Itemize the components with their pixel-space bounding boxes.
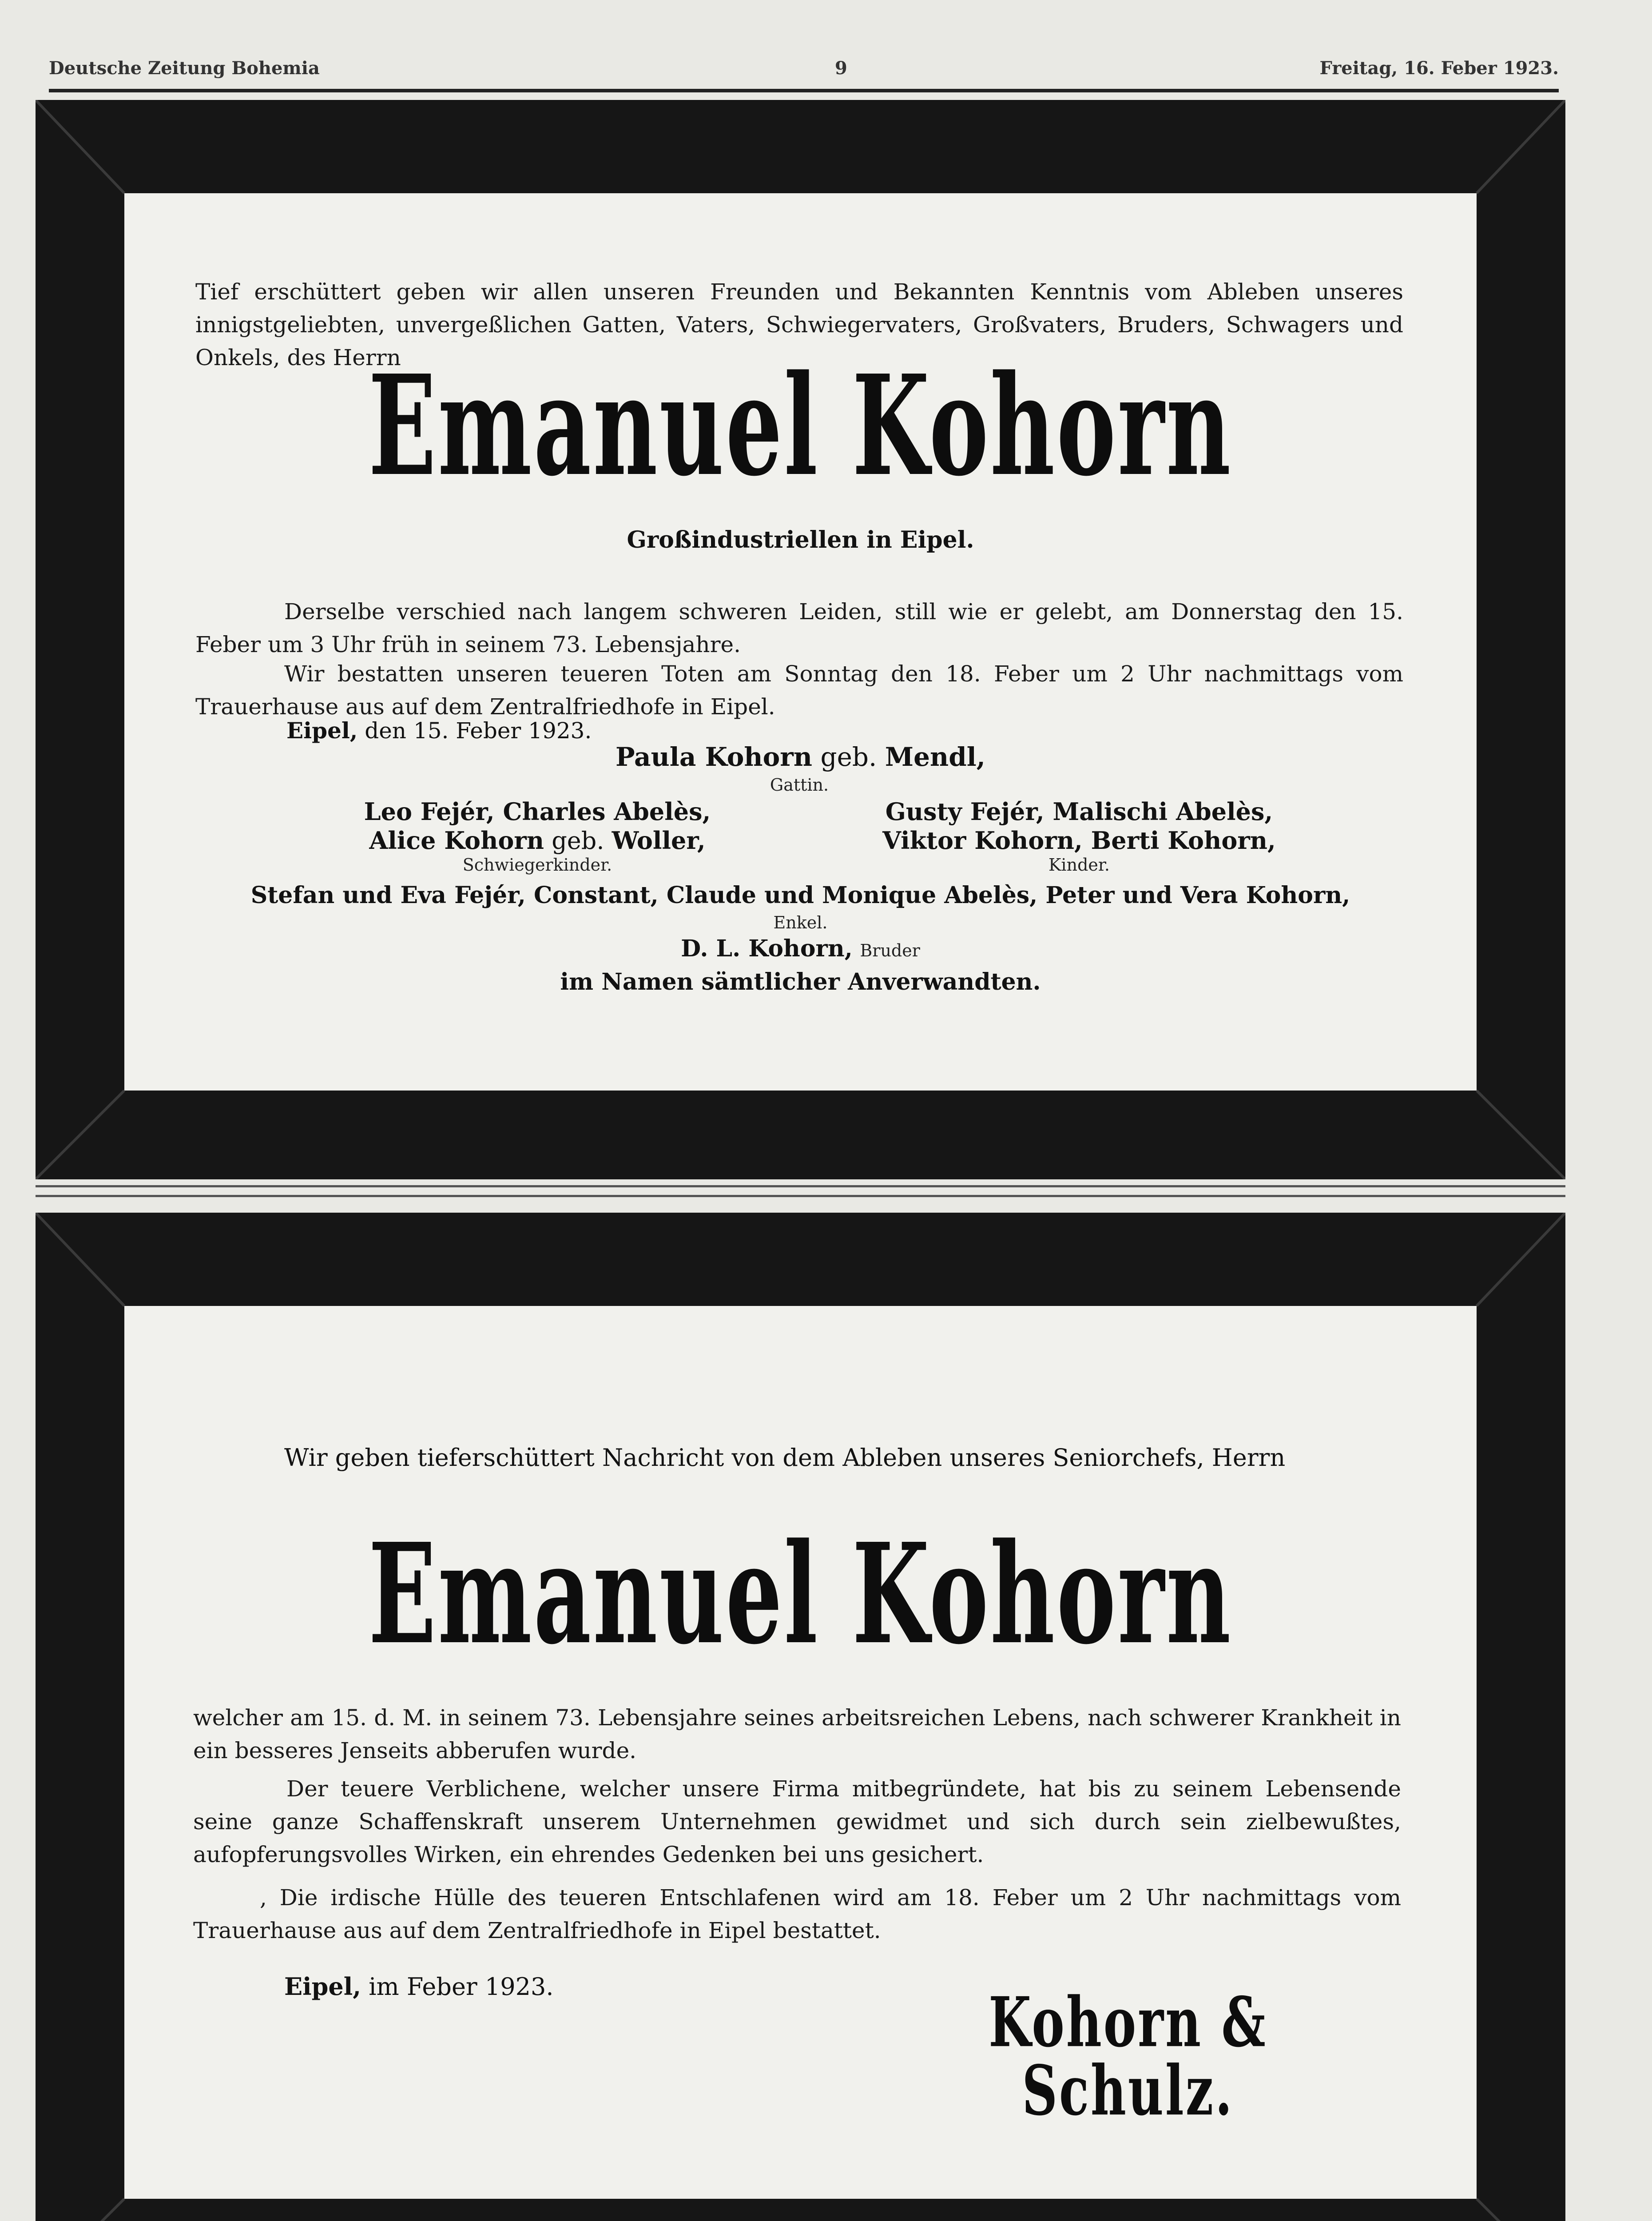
inlaws-line-2 — [338, 826, 737, 855]
widow-maiden-name: Mendl, — [885, 742, 985, 772]
widow-line — [124, 742, 1477, 772]
separator-rule-bottom — [36, 1195, 1565, 1197]
inlaws-name: Alice Kohorn — [369, 826, 544, 855]
newspaper-masthead — [49, 58, 1559, 89]
children-role: Kinder. — [1048, 855, 1110, 875]
notice2-date: im Feber 1923. — [369, 1973, 554, 2001]
inlaws-maiden-name: Woller, — [612, 826, 706, 855]
grandchildren-role: Enkel. — [773, 913, 828, 932]
notice2-place: Eipel, — [284, 1972, 361, 2001]
notice1-occupation: Großindustriellen in Eipel. — [627, 526, 974, 553]
notice1-death-text: Derselbe verschied nach langem schweren Leiden, still wie er gelebt, am Donnerstag den 15. Feber um 3 Uhr früh in seinem 73. Lebensjahre. — [195, 599, 1403, 657]
inlaws-role: Schwiegerkinder. — [462, 855, 612, 875]
notice2-paragraph-1: welcher am 15. d. M. in seinem 73. Lebensjahre seines arbeitsreichen Lebens, nach schwerer Krankheit in ein besseres Jenseits abberufen wurde. — [193, 1705, 1401, 1763]
children-line-1: Gusty Fejér, Malischi Abelès, — [885, 797, 1273, 826]
brother-name: D. L. Kohorn, — [681, 935, 853, 962]
notice1-burial-text: Wir bestatten unseren teueren Toten am Sonntag den 18. Feber um 2 Uhr nachmittags vom Trauerhause aus auf dem Zentralfriedhofe in Eipel. — [195, 661, 1403, 720]
page-number: 9 — [835, 58, 847, 79]
issue-date: Freitag, 16. Feber 1923. — [1319, 58, 1559, 79]
widow-name: Paula Kohorn — [616, 742, 813, 772]
brother-role: Bruder — [860, 941, 920, 960]
notice2-intro: Wir geben tieferschüttert Nachricht von dem Ableben unseres Seniorchefs, Herrn — [284, 1444, 1286, 1472]
inlaws-line-1: Leo Fejér, Charles Abelès, — [364, 797, 711, 826]
grandchildren-names: Stefan und Eva Fejér, Constant, Claude und Monique Abelès, Peter und Vera Kohorn, — [250, 882, 1350, 909]
widow-role: Gattin. — [770, 775, 829, 795]
notice2-paragraph-3: , Die irdische Hülle des teueren Entschlafenen wird am 18. Feber um 2 Uhr nachmittags vom Trauerhause aus auf dem Zentralfriedhofe in Eipel bestattet. — [193, 1885, 1401, 1943]
children-line-2: Viktor Kohorn, Berti Kohorn, — [882, 826, 1276, 855]
notice1-dateline — [286, 717, 592, 744]
brother-line — [124, 935, 1477, 962]
company-signature: Kohorn & Schulz. — [989, 1982, 1267, 2131]
notice1-date: den 15. Feber 1923. — [365, 718, 592, 744]
masthead-rule — [49, 89, 1559, 92]
notice2-paragraph-2: Der teuere Verblichene, welcher unsere Firma mitbegründete, hat bis zu seinem Lebensende seine ganze Schaffenskraft unserem Unternehmen gewidmet und sich durch sein zielbewußtes, aufopferungsvolles Wirken, ein ehrendes Gedenken bei uns gesichert. — [193, 1776, 1401, 1867]
notice1-intro: Tief erschüttert geben wir allen unseren Freunden und Bekannten Kenntnis vom Ableben unseres innigstgeliebten, unvergeßlichen Gatten, Vaters, Schwiegervaters, Großvaters, Bruders, Schwagers und Onkels, des Herrn — [195, 279, 1403, 370]
widow-nee: geb. — [820, 742, 877, 772]
notice1-place: Eipel, — [286, 717, 358, 744]
newspaper-name: Deutsche Zeitung Bohemia — [49, 58, 320, 79]
notice1-deceased-name: Emanuel Kohorn — [368, 345, 1233, 507]
inlaws-nee: geb. — [552, 827, 604, 855]
notice2-dateline — [284, 1972, 554, 2001]
notice2-deceased-name: Emanuel Kohorn — [368, 1513, 1233, 1676]
separator-rule-top — [36, 1185, 1565, 1187]
relatives-line: im Namen sämtlicher Anverwandten. — [560, 968, 1041, 995]
